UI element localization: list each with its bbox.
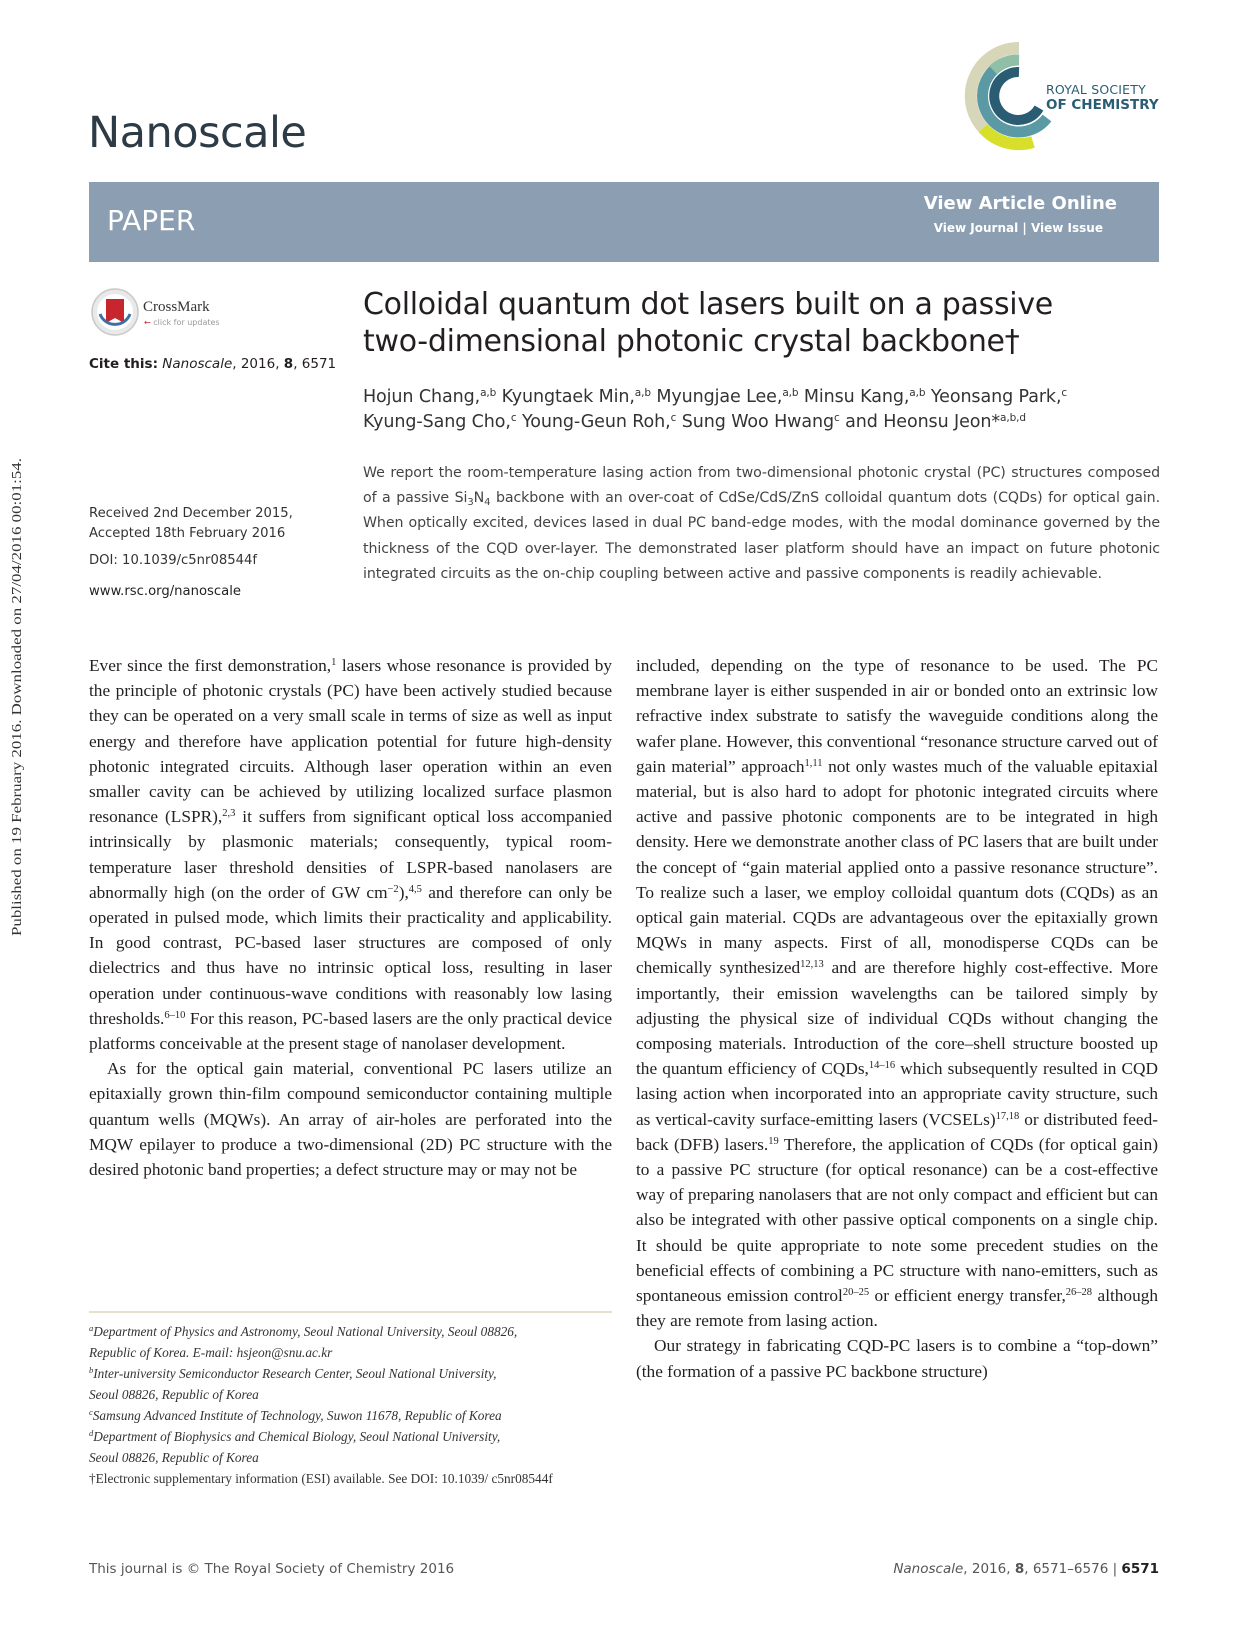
author[interactable]: Hojun Chang,$^{a,b}$ [363,387,497,407]
footer-copyright: This journal is © The Royal Society of Chemistry 2016 [89,1561,455,1577]
citation-prefix: Cite this: [89,356,158,372]
citation-ref[interactable]: −2 [387,883,399,895]
author[interactable]: Young-Geun Roh,$^c$ [516,412,677,432]
page-number: 6571 [1121,1561,1159,1577]
footnotes [89,1321,612,1489]
citation-ref[interactable]: 4,5 [408,883,422,895]
footnote-b: $^b$Inter-university Semiconductor Research Center, Seoul National University, [89,1365,497,1381]
journal-url[interactable]: www.rsc.org/nanoscale [89,584,241,599]
article-type: PAPER [107,204,196,237]
author-list [363,385,1163,435]
arrow-left-icon: ← [144,318,151,327]
doi[interactable]: DOI: 10.1039/c5nr08544f [89,553,258,568]
footnote-a-cont: Republic of Korea. E-mail: hsjeon@snu.ac.kr [89,1345,333,1360]
article-title [363,286,1153,360]
body-paragraph: Ever since the first demonstration,$^1$ lasers whose resonance is provided by the principle of photonic crystals (PC) have been actively studied because they can be operated on a very small scale in terms of size as well as input energy and therefore have application potential for future high-density photonic integrated circuits. Although laser operation within an even smaller cavity can be achieved by utilizing localized surface plasmon resonance (LSPR),$^{2,3}$ it suffers from significant optical loss accompanied intrinsically by plasmonic materials; consequently, typical room-temperature laser threshold densities of LSPR-based nanolasers are abnormally high (on the order of GW $cm^{-2}),^{4,5}$ and therefore can only be operated in pulsed mode, which limits their practicality and applicability. In good contrast, PC-based laser structures are composed of only dielectrics and thus have no intrinsic optical loss, resulting in laser operation under continuous-wave conditions with reasonably low lasing thresholds.$^{6-10}$ For this reason, PC-based lasers are the only practical device platforms conceivable at the present stage of nanolaser development. [89,656,612,1054]
footnote-d: $^d$Department of Biophysics and Chemical Biology, Seoul National University, [89,1428,501,1444]
crossmark-sublabel: ← click for updates [144,318,220,327]
body-column-1 [89,653,612,1182]
view-issue-link[interactable]: View Issue [1030,221,1103,235]
link-separator: | [1022,221,1027,235]
crossmark-icon [90,287,140,337]
footnote-b-cont: Seoul 08826, Republic of Korea [89,1387,259,1402]
citation-year: , 2016, [232,356,284,372]
citation-ref[interactable]: 19 [768,1135,779,1147]
footnote-d-cont: Seoul 08826, Republic of Korea [89,1450,259,1465]
footnote-c: $^c$Samsung Advanced Institute of Technology, Suwon 11678, Republic of Korea [89,1407,502,1423]
author[interactable]: and Heonsu Jeon*$^{a,b,d}$ [839,412,1026,432]
view-journal-link[interactable]: View Journal [933,221,1019,235]
title-line-1: Colloidal quantum dot lasers built on a passive [363,287,1053,322]
accepted-date: Accepted 18th February 2016 [89,526,286,541]
author[interactable]: Myungjae Lee,$^{a,b}$ [650,387,799,407]
body-column-2 [636,653,1158,1384]
body-paragraph: included, depending on the type of resonance to be used. The PC membrane layer is either suspended in air or bonded onto an extrinsic low refractive index substrate to satisfy the waveguide conditions along the wafer plane. However, this conventional “resonance structure carved out of gain material” approach$^{1,11}$ not only wastes much of the valuable epitaxial material, but is also hard to adopt for photonic integrated circuits where active and passive photonic components are to be integrated in high density. Here we demonstrate another class of PC lasers that are built under the concept of “gain material applied onto a passive resonance structure”. To realize such a laser, we employ colloidal quantum dots (CQDs) as an optical gain material. CQDs are advantageous over the epitaxially grown MQWs in many aspects. First of all, monodisperse CQDs can be chemically synthesized$^{12,13}$ and are therefore highly cost-effective. More importantly, their emission wavelengths can be tailored simply by adjusting the physical size of individual CQDs without changing the composing materials. Introduction of the core–shell structure boosted up the quantum efficiency of CQDs,$^{14-16}$ which subsequently resulted in CQD lasing action when incorporated into an appropriate cavity structure, such as vertical-cavity surface-emitting lasers (VCSELs)$^{17,18}$ or distributed feed-back (DFB) lasers.$^{19}$ Therefore, the application of CQDs (for optical gain) to a passive PC structure (for optical resonance) can be a cost-effective way of preparing nanolasers that are not only compact and efficient but can also be integrated with other passive optical components on a single chip. It should be quite appropriate to note some precedent studies on the beneficial effects of combining a PC structure with nano-emitters, such as spontaneous emission control$^{20-25}$ or efficient energy transfer,$^{26-28}$ although they are remote from lasing action. [636,656,1159,1331]
journal-name: Nanoscale [88,108,307,158]
author[interactable]: Kyung-Sang Cho,$^c$ [363,412,517,432]
footer-citation: Nanoscale, 2016, 8, 6571–6576 | 6571 [893,1561,1159,1577]
author[interactable]: Minsu Kang,$^{a,b}$ [798,387,926,407]
rsc-logo-line1: ROYAL SOCIETY [1046,82,1146,97]
citation-ref[interactable]: 1 [331,657,337,668]
author[interactable]: Kyungtaek Min,$^{a,b}$ [496,387,651,407]
author[interactable]: Yeonsang Park,$^c$ [925,387,1068,407]
view-article-online-link[interactable]: View Article Online [923,193,1117,214]
citation-ref[interactable]: 6–10 [164,1009,186,1021]
citation-page: , 6571 [293,356,337,372]
title-line-2: two-dimensional photonic crystal backbone† [363,324,1020,359]
citation-ref[interactable]: 20–25 [842,1287,870,1299]
footnote-a: $^a$Department of Physics and Astronomy, Seoul National University, Seoul 08826, [89,1323,518,1339]
citation-ref[interactable]: 2,3 [222,808,236,820]
citation-ref[interactable]: 12,13 [800,959,824,971]
crossmark-badge[interactable] [90,287,230,341]
citation-volume: 8 [283,356,294,372]
body-paragraph: Our strategy in fabricating CQD-PC lasers is to combine a “top-down” (the formation of a passive PC backbone structure) [636,1336,1158,1381]
rsc-logo[interactable] [988,40,1158,152]
citation-ref[interactable]: 1,11 [804,757,823,769]
published-sidebar [2,456,28,936]
published-sidebar-text: Published on 19 February 2016. Downloaded on 27/04/2016 00:01:54. [9,554,24,936]
footnote-esi[interactable]: †Electronic supplementary information (ESI) available. See DOI: 10.1039/ c5nr08544f [89,1471,553,1486]
rsc-logo-line2: OF CHEMISTRY [1046,97,1159,113]
abstract: We report the room-temperature lasing action from two-dimensional photonic crystal (PC) structures composed of a passive $Si_3N_4$ backbone with an over-coat of CdSe/CdS/ZnS colloidal quantum dots (CQDs) for optical gain. When optically excited, devices lased in dual PC band-edge modes, with the modal dominance governed by the thickness of the CQD over-layer. The demonstrated laser platform should have an impact on future photonic integrated circuits as the on-chip coupling between active and passive components is readily achievable. [363,465,1160,582]
citation [89,356,336,372]
banner-links [934,221,1103,235]
citation-ref[interactable]: 17,18 [995,1110,1020,1122]
citation-journal: Nanoscale [162,356,233,372]
crossmark-label: CrossMark [143,299,210,315]
body-paragraph: As for the optical gain material, conventional PC lasers utilize an epitaxially grown thin-film compound semiconductor containing multiple quantum wells (MQWs). An array of air-holes are perforated into the MQW epilayer to produce a two-dimensional (2D) PC structure with the desired photonic band properties; a defect structure may or may not be [89,1059,612,1180]
article-banner [89,182,1159,262]
received-date: Received 2nd December 2015, [89,506,293,521]
citation-ref[interactable]: 14–16 [868,1060,896,1072]
footer-journal: Nanoscale [893,1561,964,1577]
footnote-divider [89,1311,612,1313]
citation-ref[interactable]: 26–28 [1065,1287,1093,1299]
author[interactable]: Sung Woo Hwang$^c$ [676,412,840,432]
